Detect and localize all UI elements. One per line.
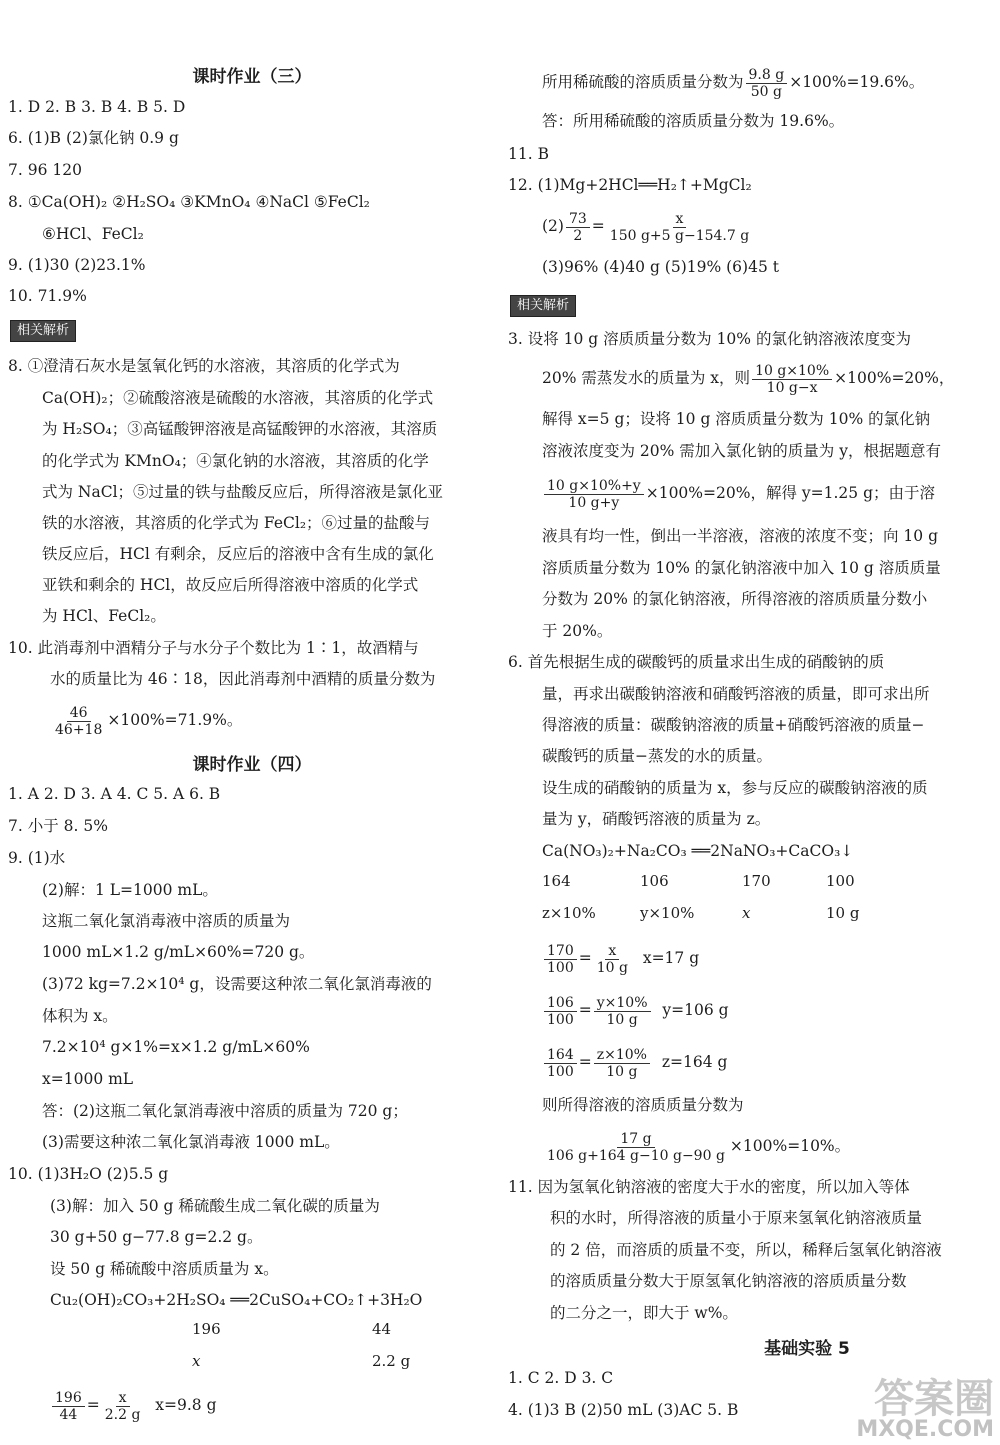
answer-line: 9. (1)30 (2)23.1%	[8, 256, 146, 274]
answer-line: 答：所用稀硫酸的溶质质量分数为 19.6%。	[542, 112, 845, 130]
analysis-line: 为 HCl、FeCl₂。	[42, 607, 166, 625]
table-cell: 170	[742, 872, 771, 890]
formula-line: $\frac{170}{100}$ = $\frac{x}{10 g}$ x=17 g	[508, 936, 986, 980]
table-cell: x	[742, 904, 751, 922]
answer-line: 7.2×10⁴ g×1%=x×1.2 g/mL×60%	[42, 1038, 310, 1056]
fraction: $\frac{17 g}{106 g+164 g-10 g-90 g}$	[547, 1130, 725, 1164]
answer-line: 1. C 2. D 3. C	[508, 1369, 614, 1387]
answer-line: x=1000 mL	[42, 1070, 134, 1088]
analysis-line: 得溶液的质量：碳酸钠溶液的质量+硝酸钙溶液的质量−	[542, 716, 925, 734]
analysis-line: 量为 y，硝酸钙溶液的质量为 z。	[542, 810, 771, 828]
answer-line: 12. (1)Mg+2HCl══H₂↑+MgCl₂	[508, 176, 752, 194]
formula-line: $\frac{106}{100}$ = $\frac{y\times 10\%}{10 g}$ y=106 g	[508, 988, 986, 1032]
analysis-line: 溶质质量分数为 10% 的氯化钠溶液中加入 10 g 溶质质量	[542, 559, 941, 577]
table-cell: 44	[372, 1320, 392, 1338]
formula-line: $\frac{46}{46+18}$ ×100%=71.9%。	[8, 700, 496, 740]
section-title-3: 课时作业（三）	[192, 67, 312, 87]
fraction: $\frac{z\times 10\%}{10 g}$	[594, 1047, 650, 1080]
answer-line: (3)解：加入 50 g 稀硫酸生成二氧化碳的质量为	[50, 1197, 380, 1215]
section-title-5: 基础实验 5	[764, 1339, 850, 1359]
analysis-line: 亚铁和剩余的 HCl，故反应后所得溶液中溶质的化学式	[42, 576, 419, 594]
answer-line: 1. A 2. D 3. A 4. C 5. A 6. B	[8, 785, 221, 803]
fraction: $\frac{x}{150 g+5 g-154.7 g}$	[609, 210, 750, 244]
table-cell: x	[192, 1352, 201, 1370]
fraction: $\frac{164}{100}$	[544, 1047, 577, 1080]
analysis-line: 的溶质质量分数大于原氢氧化钠溶液的溶质质量分数	[550, 1272, 907, 1290]
answer-line: 这瓶二氧化氯消毒液中溶质的质量为	[42, 912, 291, 930]
analysis-line: 量，再求出碳酸钠溶液和硝酸钙溶液的质量，即可求出所	[542, 685, 930, 703]
answer-line: 6. (1)B (2)氯化钠 0.9 g	[8, 129, 179, 147]
analysis-line: 液具有均一性，倒出一半溶液，溶液的浓度不变；向 10 g	[542, 527, 939, 545]
section-title-4: 课时作业（四）	[192, 755, 312, 775]
analysis-line: 铁的水溶液，其溶质的化学式为 FeCl₂；⑥过量的盐酸与	[42, 514, 431, 532]
answer-line: (3)96% (4)40 g (5)19% (6)45 t	[542, 258, 779, 276]
analysis-line: 6. 首先根据生成的碳酸钙的质量求出生成的硝酸钠的质	[508, 653, 885, 671]
answer-line: 8. ①Ca(OH)₂ ②H₂SO₄ ③KMnO₄ ④NaCl ⑤FeCl₂	[8, 193, 370, 211]
answer-line: 7. 96 120	[8, 161, 82, 179]
table-cell: 2.2 g	[372, 1352, 411, 1370]
analysis-line: 水的质量比为 46∶18，因此消毒剂中酒精的质量分数为	[50, 670, 436, 688]
answer-line: 10. 71.9%	[8, 287, 87, 305]
watermark-url: MXQE.COM	[856, 1417, 994, 1442]
formula-line: $\frac{10 g\times 10\%+y}{10 g+y}$ ×100%=20%，解得 y=1.25 g；由于溶	[508, 473, 986, 513]
analysis-line: 则所得溶液的溶质质量分数为	[542, 1096, 744, 1114]
analysis-line: 于 20%。	[542, 622, 613, 640]
fraction: $\frac{106}{100}$	[544, 995, 577, 1028]
formula-line: $\frac{17 g}{106 g+164 g-10 g-90 g}$ ×100%=10%。	[508, 1124, 986, 1168]
analysis-tag: 相关解析	[510, 295, 576, 317]
answer-line: 体积为 x。	[42, 1007, 118, 1025]
formula-line: $\frac{164}{100}$ = $\frac{z\times 10\%}{10 g}$ z=164 g	[508, 1040, 986, 1084]
analysis-line: 解得 x=5 g；设将 10 g 溶质质量分数为 10% 的氯化钠	[542, 410, 931, 428]
fraction: $\frac{9.8 g}{50 g}$	[746, 67, 788, 100]
answer-line: 10. (1)3H₂O (2)5.5 g	[8, 1165, 169, 1183]
table-cell: 164	[542, 872, 571, 890]
answer-line: 1. D 2. B 3. B 4. B 5. D	[8, 98, 186, 116]
analysis-line: 分数为 20% 的氯化钠溶液，所得溶液的溶质质量分数小	[542, 590, 928, 608]
answer-line: (2)解：1 L=1000 mL。	[42, 881, 218, 899]
fraction: $\frac{73}{2}$	[566, 211, 590, 244]
analysis-line: 为 H₂SO₄；③高锰酸钾溶液是高锰酸钾的水溶液，其溶质	[42, 420, 438, 438]
table-cell: 100	[826, 872, 855, 890]
answer-line: 30 g+50 g−77.8 g=2.2 g。	[50, 1228, 263, 1246]
answer-line: 9. (1)水	[8, 849, 66, 867]
equation-line: Cu₂(OH)₂CO₃+2H₂SO₄ ══2CuSO₄+CO₂↑+3H₂O	[50, 1291, 423, 1309]
answer-line: 设 50 g 稀硫酸中溶质质量为 x。	[50, 1260, 279, 1278]
analysis-line: 设生成的硝酸钠的质量为 x，参与反应的碳酸钠溶液的质	[542, 779, 928, 797]
table-cell: z×10%	[542, 904, 596, 922]
fraction: $\frac{196}{44}$	[52, 1390, 85, 1423]
analysis-line: 铁反应后，HCl 有剩余，反应后的溶液中含有生成的氯化	[42, 545, 434, 563]
fraction: $\frac{10 g\times 10\%+y}{10 g+y}$	[544, 478, 644, 511]
answer-line: 4. (1)3 B (2)50 mL (3)AC 5. B	[508, 1401, 739, 1419]
fraction: $\frac{170}{100}$	[544, 943, 577, 976]
fraction: $\frac{x}{2.2 g}$	[104, 1389, 141, 1423]
formula-line: (2) $\frac{73}{2}$ = $\frac{x}{150 g+5 g-154.7 g}$	[508, 206, 986, 246]
table-cell: 106	[640, 872, 669, 890]
answer-line: 7. 小于 8. 5%	[8, 817, 108, 835]
analysis-line: 的二分之一，即大于 w%。	[550, 1304, 738, 1322]
analysis-tag: 相关解析	[10, 320, 76, 342]
stoichiometry-table	[42, 1320, 482, 1380]
analysis-line: Ca(OH)₂；②硫酸溶液是硫酸的水溶液，其溶质的化学式	[42, 389, 434, 407]
answer-line: (3)72 kg=7.2×10⁴ g，设需要这种浓二氧化氯消毒液的	[42, 975, 432, 993]
table-cell: 196	[192, 1320, 221, 1338]
analysis-line: 式为 NaCl；⑤过量的铁与盐酸反应后，所得溶液是氯化亚	[42, 483, 444, 501]
answer-line: 答：(2)这瓶二氧化氯消毒液中溶质的质量为 720 g；	[42, 1102, 408, 1120]
watermark	[856, 1376, 994, 1442]
fraction: $\frac{46}{46+18}$	[55, 704, 103, 738]
analysis-line: 碳酸钙的质量−蒸发的水的质量。	[542, 747, 772, 765]
analysis-line: 11. 因为氢氧化钠溶液的密度大于水的密度，所以加入等体	[508, 1178, 910, 1196]
analysis-line: 10. 此消毒剂中酒精分子与水分子个数比为 1∶1，故酒精与	[8, 639, 419, 657]
answer-line: (3)需要这种浓二氧化氯消毒液 1000 mL。	[42, 1133, 340, 1151]
equation-line: Ca(NO₃)₂+Na₂CO₃ ══2NaNO₃+CaCO₃↓	[542, 842, 854, 860]
answer-line: ⑥HCl、FeCl₂	[42, 225, 144, 243]
formula-line: 所用稀硫酸的溶质质量分数为 $\frac{9.8 g}{50 g}$ ×100%=19.6%。	[542, 66, 925, 100]
fraction: $\frac{x}{10 g}$	[596, 942, 628, 976]
formula-line: $\frac{196}{44}$ = $\frac{x}{2.2 g}$ x=9.8 g	[8, 1385, 496, 1425]
analysis-line: 积的水时，所得溶液的质量小于原来氢氧化钠溶液质量	[550, 1209, 923, 1227]
formula-line: 20% 需蒸发水的质量为 x，则 $\frac{10 g\times 10\%}{10 g-x}$ ×100%=20%，	[542, 362, 955, 396]
analysis-line: 溶液浓度变为 20% 需加入氯化钠的质量为 y，根据题意有	[542, 442, 941, 460]
fraction: $\frac{y\times 10\%}{10 g}$	[594, 995, 651, 1028]
analysis-line: 的 2 倍，而溶质的质量不变，所以，稀释后氢氧化钠溶液	[550, 1241, 942, 1259]
analysis-line: 3. 设将 10 g 溶质质量分数为 10% 的氯化钠溶液浓度变为	[508, 330, 911, 348]
stoichiometry-table	[542, 872, 982, 932]
watermark-logo-text: 答案圈	[874, 1376, 994, 1422]
table-cell: y×10%	[640, 904, 695, 922]
answer-line: 1000 mL×1.2 g/mL×60%=720 g。	[42, 943, 315, 961]
fraction: $\frac{10 g\times 10\%}{10 g-x}$	[752, 363, 832, 396]
analysis-line: 的化学式为 KMnO₄；④氯化钠的水溶液，其溶质的化学	[42, 452, 429, 470]
answer-line: 11. B	[508, 145, 549, 163]
analysis-line: 8. ①澄清石灰水是氢氧化钙的水溶液，其溶质的化学式为	[8, 357, 400, 375]
table-cell: 10 g	[826, 904, 860, 922]
